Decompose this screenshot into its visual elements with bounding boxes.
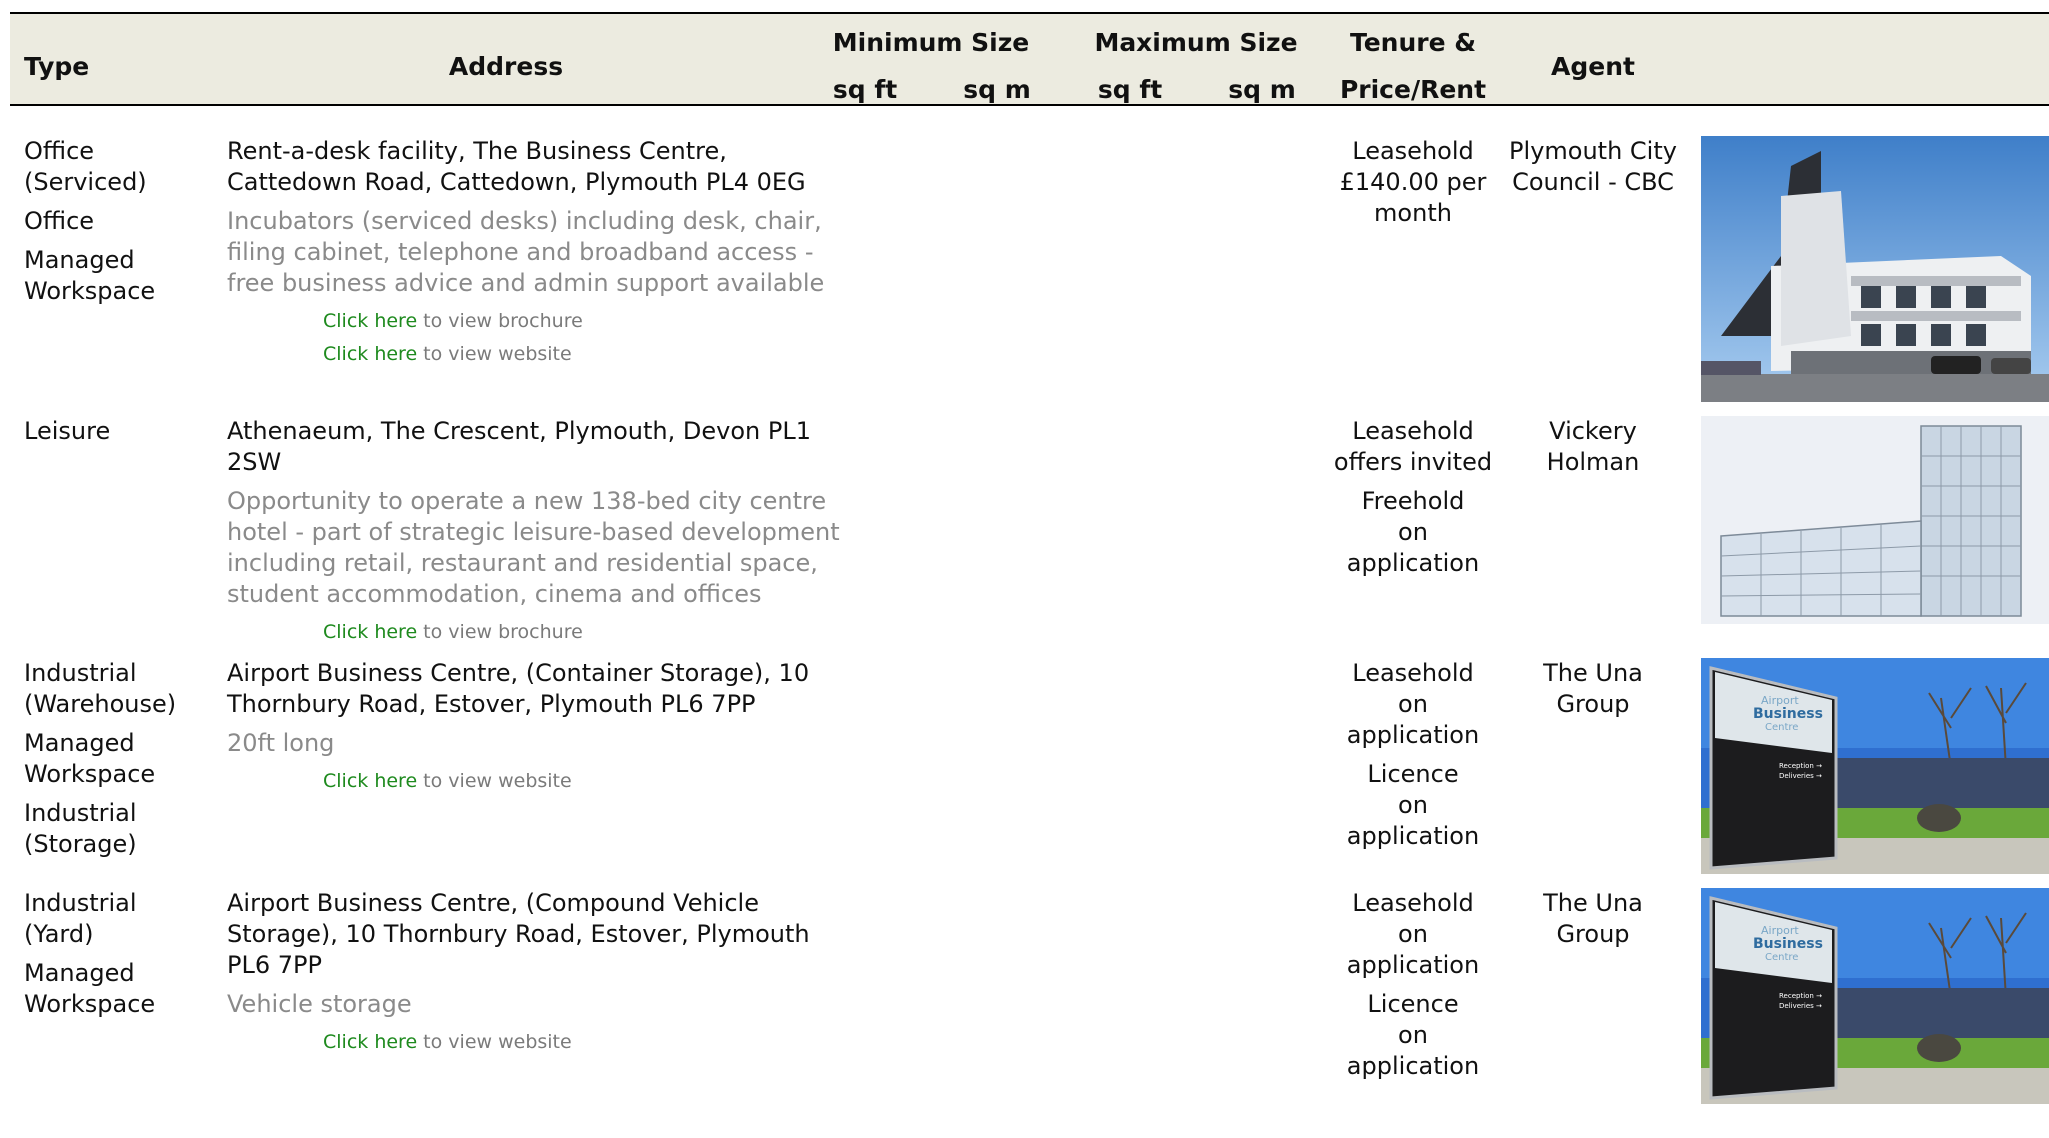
row-2-links: Click here to view brochure (323, 621, 583, 643)
row-3-links: Click here to view website (323, 770, 572, 792)
header-maximum-size: Maximum Size (1094, 28, 1298, 57)
row-1-address: Rent-a-desk facility, The Business Centre, Cattedown Road, Cattedown, Plymouth PL4 0EG Incubators (serviced desks) including desk, chair, filing cabinet, telephone and broadband access - free business advice and admin support available Click here to view brochure Click here to view website (227, 136, 824, 371)
header-min-sq-ft: sq ft (832, 75, 898, 104)
hotel-sketch (1701, 416, 2049, 624)
type-item: Managed Workspace (24, 246, 156, 305)
brochure-link[interactable]: Click here (323, 310, 418, 332)
row-1-agent: Plymouth City Council - CBC (1509, 137, 1677, 196)
row-2-description: Opportunity to operate a new 138-bed city centre hotel - part of strategic leisure-based development including retail, restaurant and residential space, student accommodation, cinema and offices (227, 487, 840, 608)
table-header (10, 12, 2049, 106)
row-2-tenure: Leasehold offers invited Freehold on application (1333, 417, 1493, 577)
type-item: Managed Workspace (24, 959, 156, 1018)
office-building-photo (1701, 136, 2049, 402)
header-min-sq-m: sq m (963, 75, 1031, 104)
type-item: Industrial (Warehouse) (24, 659, 177, 718)
row-4-links: Click here to view website (323, 1031, 572, 1053)
row-3-tenure: Leasehold on application Licence on application (1346, 659, 1480, 850)
row-2-agent: Vickery Holman (1546, 417, 1640, 476)
row-4-tenure: Leasehold on application Licence on application (1346, 889, 1480, 1080)
row-1-tenure: Leasehold £140.00 per month (1339, 137, 1487, 227)
row-4-agent: The Una Group (1543, 889, 1643, 948)
type-item: Industrial (Yard) (24, 889, 137, 948)
header-agent: Agent (1551, 52, 1635, 81)
svg-text:Centre: Centre (1765, 722, 1799, 733)
row-1-description: Incubators (serviced desks) including desk, chair, filing cabinet, telephone and broadband access - free business advice and admin support available (227, 207, 825, 297)
type-item: Leisure (24, 417, 111, 445)
row-3-description: 20ft long (227, 729, 335, 757)
business-centre-sign-photo (1701, 658, 2049, 874)
business-centre-sign-photo (1701, 888, 2049, 1104)
type-item: Office (Serviced) (24, 137, 147, 196)
svg-text:Airport: Airport (1761, 694, 1799, 707)
website-link[interactable]: Click here (323, 770, 418, 792)
header-max-sq-m: sq m (1228, 75, 1296, 104)
header-type: Type (24, 52, 90, 81)
website-link[interactable]: Click here (323, 343, 418, 365)
brochure-link[interactable]: Click here (323, 621, 418, 643)
row-3-type (24, 658, 176, 868)
svg-text:Deliveries →: Deliveries → (1779, 1002, 1822, 1010)
row-4-type (24, 888, 155, 1028)
row-1-type (24, 136, 155, 315)
row-4-description: Vehicle storage (227, 990, 412, 1018)
header-tenure: Tenure & (1349, 28, 1477, 57)
type-item: Office (24, 207, 95, 235)
svg-text:Reception →: Reception → (1779, 992, 1822, 1000)
header-max-sq-ft: sq ft (1097, 75, 1163, 104)
website-link[interactable]: Click here (323, 1031, 418, 1053)
type-item: Industrial (Storage) (24, 799, 137, 858)
svg-text:Deliveries →: Deliveries → (1779, 772, 1822, 780)
svg-text:Reception →: Reception → (1779, 762, 1822, 770)
svg-text:Business: Business (1753, 706, 1823, 722)
svg-text:Centre: Centre (1765, 952, 1799, 963)
header-price-rent: Price/Rent (1339, 75, 1487, 104)
header-address: Address (448, 52, 564, 81)
row-3-agent: The Una Group (1543, 659, 1643, 718)
row-2-address: Athenaeum, The Crescent, Plymouth, Devon PL1 2SW Opportunity to operate a new 138-bed city centre hotel - part of strategic leisure-based development including retail, restaurant and residential space, student accommodation, cinema and offices Click here to view brochure (227, 416, 840, 649)
svg-text:Business: Business (1753, 936, 1823, 952)
header-minimum-size: Minimum Size (832, 28, 1030, 57)
row-1-links: Click here to view brochure Click here to view website (323, 310, 583, 365)
row-2-type (24, 416, 110, 455)
row-3-address: Airport Business Centre, (Container Storage), 10 Thornbury Road, Estover, Plymouth PL6 7PP 20ft long Click here to view website (227, 658, 809, 798)
row-4-address: Airport Business Centre, (Compound Vehicle Storage), 10 Thornbury Road, Estover, Plymouth PL6 7PP Vehicle storage Click here to view website (227, 888, 810, 1059)
type-item: Managed Workspace (24, 729, 156, 788)
svg-text:Airport: Airport (1761, 924, 1799, 937)
